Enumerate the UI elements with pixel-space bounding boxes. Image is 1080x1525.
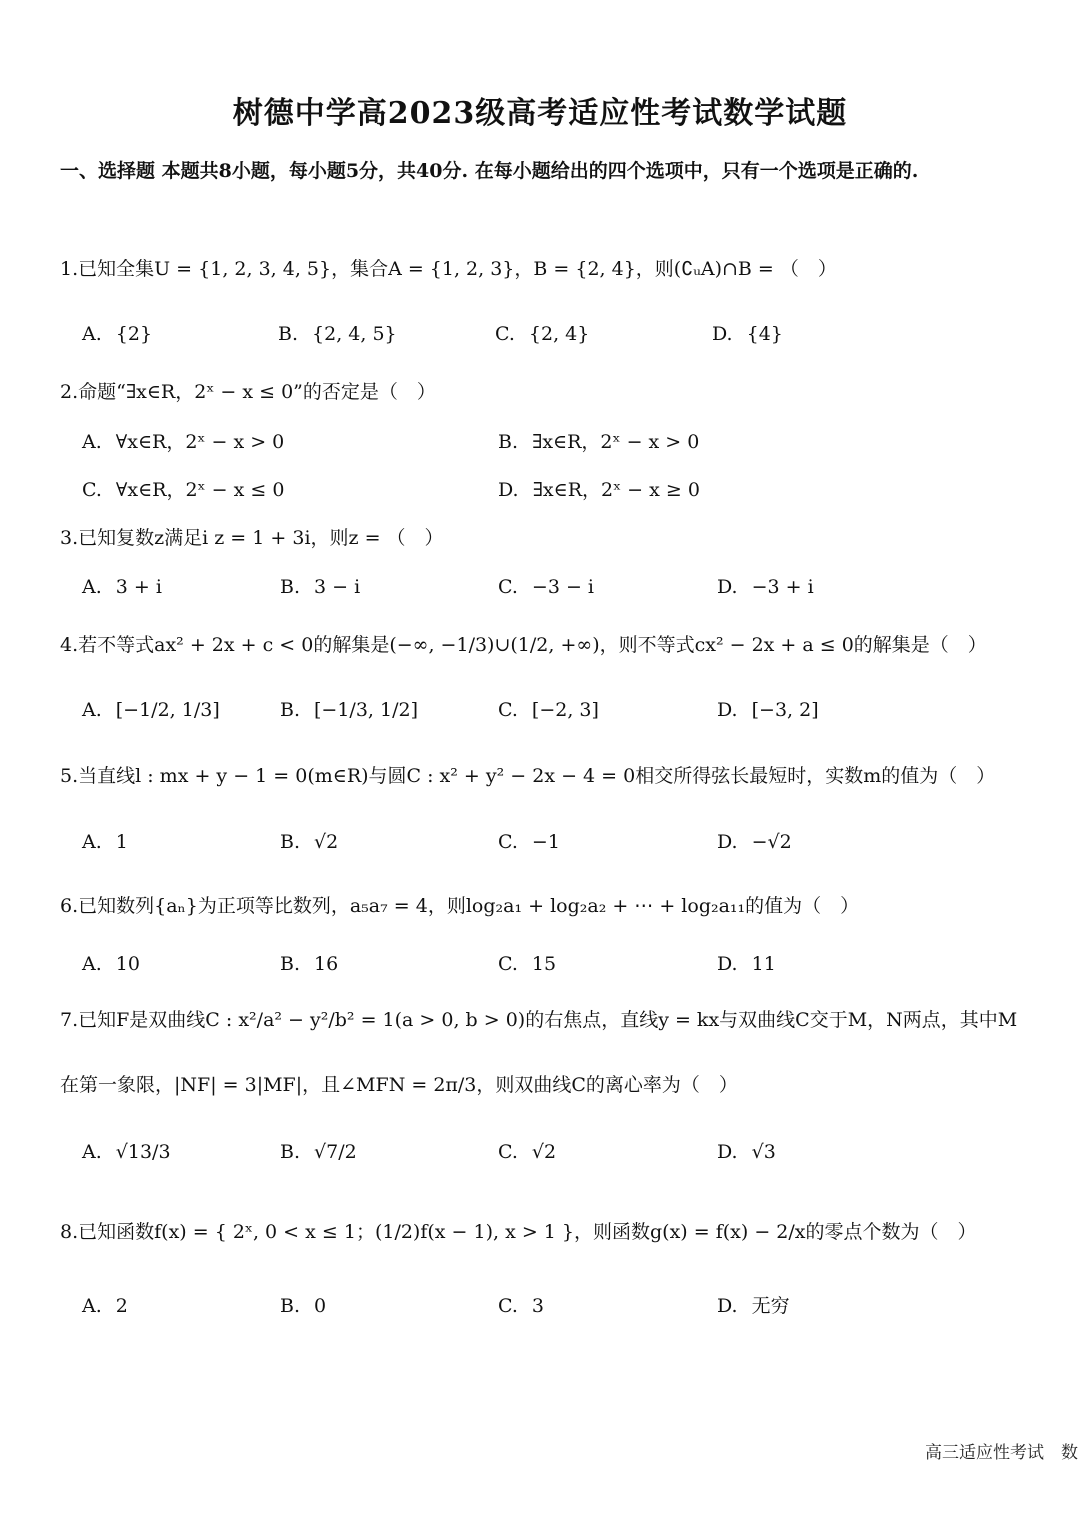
option-label: A. [82, 431, 102, 453]
section-heading: 一、选择题 本题共8小题，每小题5分，共40分. 在每小题给出的四个选项中，只有一个选项是正确的. [60, 160, 919, 182]
option-text: −3 + i [751, 576, 814, 598]
question-3-option-a [82, 573, 162, 601]
option-text: √2 [531, 1141, 557, 1163]
question-5-stem: 5.当直线l : mx + y − 1 = 0(m∈R)与圆C : x² + y² − 2x − 4 = 0相交所得弦长最短时，实数m的值为（ ） [60, 765, 996, 787]
option-label: A. [82, 1141, 102, 1163]
option-label: C. [82, 479, 102, 501]
option-label: D. [498, 479, 519, 501]
question-6-option-b [280, 950, 338, 978]
option-label: A. [82, 576, 102, 598]
question-4-stem: 4.若不等式ax² + 2x + c < 0的解集是(−∞, −1/3)∪(1/2, +∞)，则不等式cx² − 2x + a ≤ 0的解集是（ ） [60, 634, 987, 656]
option-text: [−2, 3] [531, 699, 599, 721]
option-label: D. [717, 953, 738, 975]
option-label: B. [280, 1141, 301, 1163]
option-label: A. [82, 323, 102, 345]
option-text: 16 [314, 953, 339, 975]
question-1-option-d [712, 320, 783, 348]
page-footer: 高三适应性考试 数 [925, 1443, 1078, 1463]
question-4-option-b [280, 696, 418, 724]
option-text: ∃x∈R，2ˣ − x ≥ 0 [532, 479, 700, 501]
option-text: 10 [115, 953, 140, 975]
question-1-stem: 1.已知全集U = {1, 2, 3, 4, 5}，集合A = {1, 2, 3}，B = {2, 4}，则(∁ᵤA)∩B = （ ） [60, 258, 837, 280]
option-label: C. [498, 699, 518, 721]
option-text: ∀x∈R，2ˣ − x > 0 [115, 431, 285, 453]
question-8-option-c [498, 1292, 544, 1320]
option-text: [−3, 2] [751, 699, 819, 721]
option-label: C. [498, 1295, 518, 1317]
option-label: D. [712, 323, 733, 345]
option-label: B. [280, 576, 301, 598]
option-label: D. [717, 576, 738, 598]
option-label: D. [717, 831, 738, 853]
question-5-option-d [717, 828, 792, 856]
option-text: √7/2 [314, 1141, 357, 1163]
question-5-option-b [280, 828, 338, 856]
option-label: C. [498, 831, 518, 853]
option-label: B. [280, 699, 301, 721]
question-6-option-c [498, 950, 556, 978]
question-8-option-a [82, 1292, 128, 1320]
option-text: 11 [751, 953, 776, 975]
option-label: A. [82, 953, 102, 975]
question-8-option-d [717, 1292, 790, 1320]
option-text: ∃x∈R，2ˣ − x > 0 [532, 431, 700, 453]
option-text: −1 [531, 831, 560, 853]
option-label: B. [278, 323, 299, 345]
option-text: 0 [314, 1295, 327, 1317]
question-7-option-c [498, 1138, 556, 1166]
option-text: −3 − i [531, 576, 594, 598]
question-7-stem-continued: 在第一象限，|NF| = 3|MF|，且∠MFN = 2π/3，则双曲线C的离心率为（ ） [60, 1074, 738, 1096]
option-label: B. [498, 431, 519, 453]
option-text: {2} [115, 323, 153, 345]
question-2-option-d [498, 476, 700, 504]
option-text: 无穷 [751, 1295, 790, 1317]
option-label: B. [280, 953, 301, 975]
question-3-option-d [717, 573, 814, 601]
question-8-option-b [280, 1292, 326, 1320]
question-6-option-a [82, 950, 140, 978]
option-text: √2 [314, 831, 339, 853]
option-label: C. [498, 1141, 518, 1163]
question-2-option-b [498, 428, 699, 456]
option-label: A. [82, 1295, 102, 1317]
question-4-option-a [82, 696, 220, 724]
option-text: 2 [115, 1295, 128, 1317]
question-2-option-a [82, 428, 284, 456]
question-3-stem: 3.已知复数z满足i z = 1 + 3i，则z = （ ） [60, 527, 444, 549]
question-3-option-c [498, 573, 594, 601]
option-label: D. [717, 1141, 738, 1163]
question-7-option-b [280, 1138, 357, 1166]
option-label: C. [498, 953, 518, 975]
option-label: D. [717, 699, 738, 721]
question-7-option-a [82, 1138, 171, 1166]
option-text: −√2 [751, 831, 792, 853]
option-text: √13/3 [115, 1141, 171, 1163]
question-8-stem: 8.已知函数f(x) = { 2ˣ, 0 < x ≤ 1；(1/2)f(x − 1), x > 1 }，则函数g(x) = f(x) − 2/x的零点个数为（ ） [60, 1221, 977, 1243]
option-text: [−1/2, 1/3] [115, 699, 220, 721]
option-text: 3 + i [115, 576, 162, 598]
option-label: B. [280, 1295, 301, 1317]
option-label: A. [82, 699, 102, 721]
question-5-option-c [498, 828, 560, 856]
option-label: B. [280, 831, 301, 853]
question-5-option-a [82, 828, 128, 856]
option-text: 3 − i [314, 576, 361, 598]
option-text: 15 [531, 953, 557, 975]
question-3-option-b [280, 573, 360, 601]
exam-title: 树德中学高2023级高考适应性考试数学试题 [232, 96, 848, 131]
question-6-option-d [717, 950, 776, 978]
question-1-option-b [278, 320, 397, 348]
option-label: D. [717, 1295, 738, 1317]
option-text: {2, 4, 5} [312, 323, 397, 345]
question-6-stem: 6.已知数列{aₙ}为正项等比数列，a₅a₇ = 4，则log₂a₁ + log₂a₂ + ⋯ + log₂a₁₁的值为（ ） [60, 895, 860, 917]
option-text: √3 [751, 1141, 776, 1163]
question-7-stem: 7.已知F是双曲线C : x²/a² − y²/b² = 1(a > 0, b > 0)的右焦点，直线y = kx与双曲线C交于M，N两点，其中M [60, 1009, 1018, 1031]
question-1-option-a [82, 320, 152, 348]
option-text: 1 [115, 831, 128, 853]
option-label: A. [82, 831, 102, 853]
option-text: 3 [531, 1295, 544, 1317]
option-label: C. [495, 323, 515, 345]
question-4-option-c [498, 696, 599, 724]
option-text: ∀x∈R，2ˣ − x ≤ 0 [115, 479, 285, 501]
question-2-stem: 2.命题“∃x∈R，2ˣ − x ≤ 0”的否定是（ ） [60, 381, 436, 403]
question-4-option-d [717, 696, 819, 724]
question-7-option-d [717, 1138, 776, 1166]
question-2-option-c [82, 476, 284, 504]
question-1-option-c [495, 320, 589, 348]
option-text: [−1/3, 1/2] [314, 699, 418, 721]
option-text: {4} [746, 323, 783, 345]
option-text: {2, 4} [528, 323, 590, 345]
option-label: C. [498, 576, 518, 598]
